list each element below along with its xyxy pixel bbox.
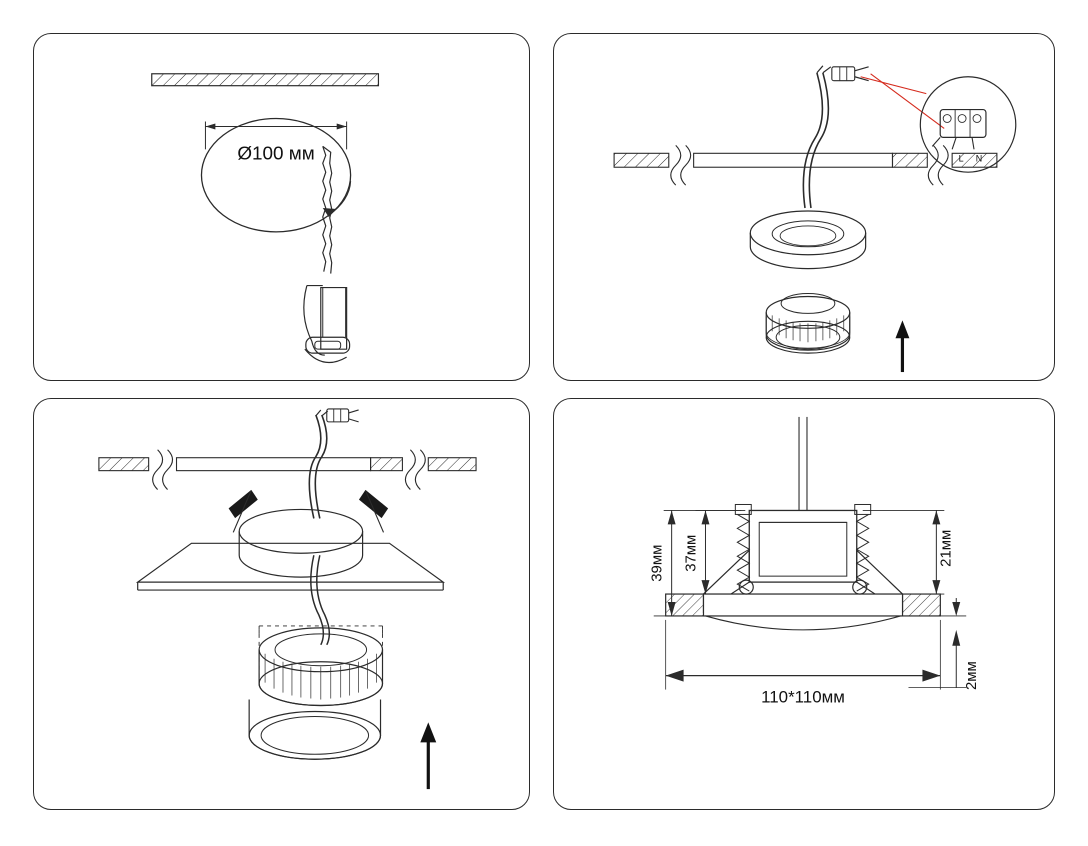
- dimension-37mm: [683, 510, 746, 594]
- step-4-drawing: [554, 399, 1054, 809]
- depth-body-label: 37мм: [682, 534, 700, 572]
- terminal-block-icon: [327, 409, 359, 422]
- up-arrow-icon: [420, 722, 436, 789]
- terminal-block-icon: [832, 67, 869, 81]
- depth-total-label: 39мм: [648, 544, 666, 582]
- height-above-label: 21мм: [937, 529, 955, 567]
- lamp-reflector-icon: [766, 294, 850, 354]
- dimension-21mm: [863, 510, 955, 594]
- power-cable-icon: [309, 410, 327, 518]
- lamp-body-icon: [750, 211, 865, 269]
- step-2-drawing: [554, 34, 1054, 380]
- ceiling-section-icon: [99, 458, 476, 471]
- trim-thickness-label: 2мм: [963, 661, 981, 691]
- power-cable-icon: [803, 66, 830, 208]
- ceiling-hatch-icon: [152, 74, 379, 86]
- lamp-housing-icon: [249, 700, 380, 760]
- step-1-drawing: [34, 34, 529, 380]
- dimension-110x110mm: [666, 620, 941, 707]
- panel-step-2: [553, 33, 1055, 381]
- up-arrow-icon: [895, 320, 909, 372]
- terminal-live-label: L: [958, 153, 964, 164]
- panel-step-4: [553, 398, 1055, 810]
- step-3-drawing: [34, 399, 529, 809]
- frame-size-label: 110*110мм: [761, 687, 845, 707]
- panel-step-3: [33, 398, 530, 810]
- diameter-label: Ø100 мм: [237, 143, 315, 165]
- jigsaw-blade-icon: [304, 146, 350, 362]
- lamp-reflector-icon: [259, 626, 382, 706]
- panel-step-1: [33, 33, 530, 381]
- spring-clip-icon: [735, 504, 870, 591]
- cross-section-icon: [666, 510, 941, 629]
- terminal-neutral-label: N: [975, 153, 983, 164]
- rotation-arrow-icon: [323, 181, 351, 217]
- spring-clip-icon: [229, 491, 387, 533]
- square-trim-plate-icon: [138, 543, 444, 590]
- callout-line-icon: [861, 74, 945, 129]
- cable-icon: [799, 417, 807, 511]
